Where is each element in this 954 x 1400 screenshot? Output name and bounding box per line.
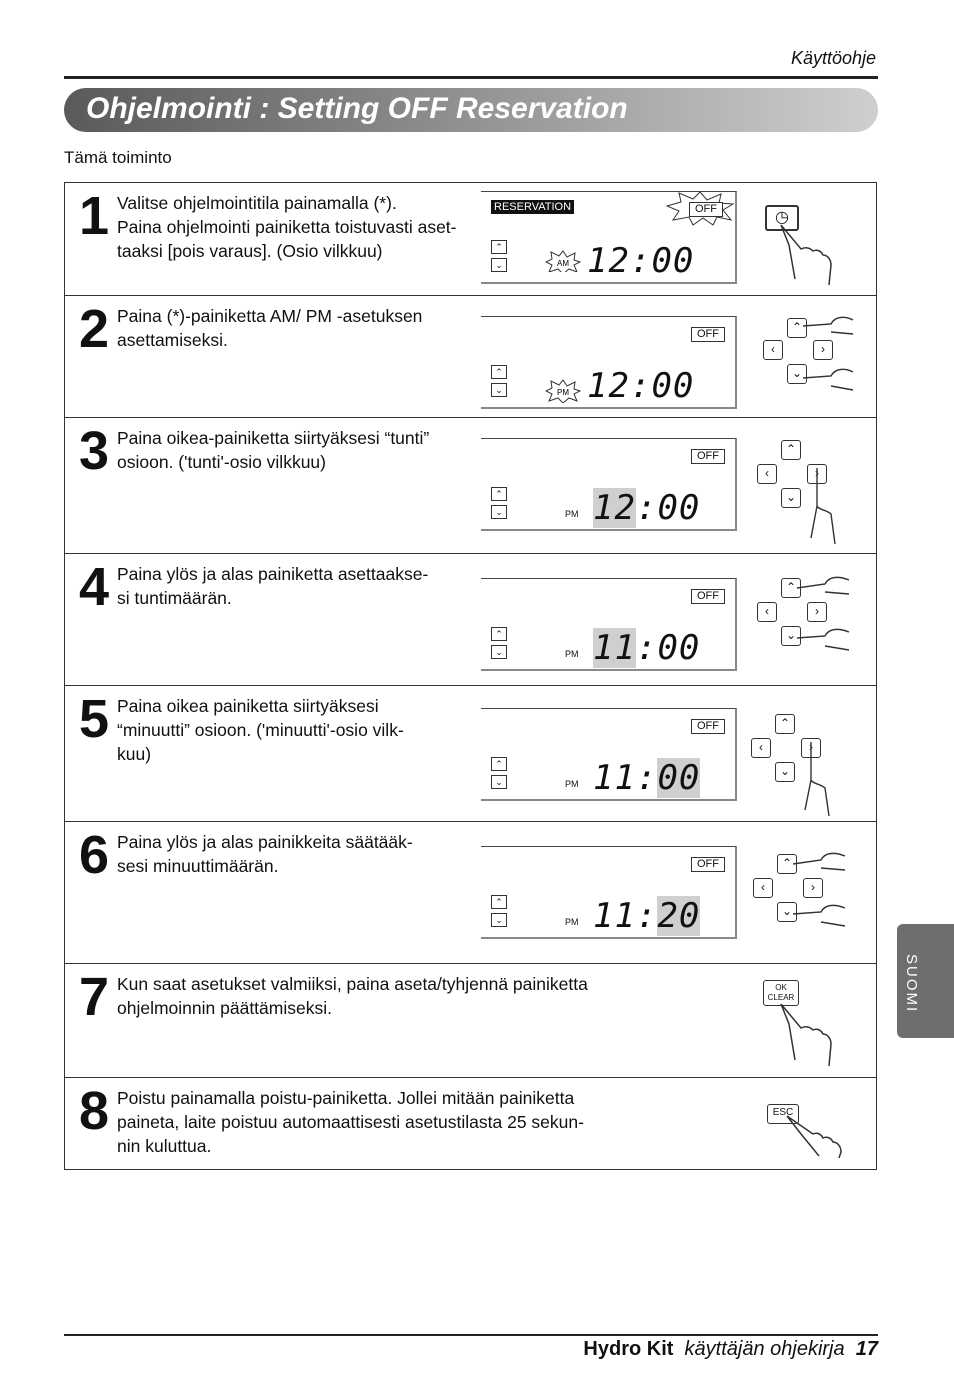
lcd-display: [475, 316, 741, 408]
time-readout: 11:20: [593, 896, 701, 936]
time-readout: 11:00: [593, 758, 701, 798]
clock-button[interactable]: ◷: [765, 205, 799, 231]
steps-table: [64, 182, 877, 1170]
step-number: 3: [79, 421, 110, 481]
off-tag: OFF: [691, 719, 725, 734]
right-button[interactable]: ›: [803, 878, 823, 898]
pointing-hand-icon: [801, 366, 857, 396]
step-text: Paina oikea-painiketta siirtyäksesi “tunti” osioon. ('tunti'-osio vilkkuu): [117, 428, 430, 472]
step-2: [65, 295, 876, 417]
pointing-hand-icon: [795, 626, 853, 656]
left-button[interactable]: ‹: [757, 602, 777, 622]
arrow-pad: [755, 436, 845, 546]
off-tag: OFF: [691, 327, 725, 342]
up-arrow-icon: ⌃: [491, 757, 507, 771]
step-text: Paina (*)-painiketta AM/ PM -asetuksen asettamiseksi.: [117, 306, 423, 350]
down-button[interactable]: ⌄: [781, 488, 801, 508]
left-button[interactable]: ‹: [757, 464, 777, 484]
page-number: 17: [855, 1338, 878, 1360]
down-button[interactable]: ⌄: [777, 902, 797, 922]
pointing-hand-icon: [777, 221, 837, 289]
svg-text:AM: AM: [557, 259, 569, 268]
step-text: Kun saat asetukset valmiiksi, paina aseta/tyhjennä painiketta ohjelmoinnin päättämiseksi.: [117, 974, 588, 1018]
am-burst-icon: [545, 250, 581, 272]
pointing-hand-icon: [791, 902, 849, 932]
lcd-display: [475, 578, 741, 670]
time-readout: 12:00: [587, 241, 695, 281]
pointing-hand-icon: [783, 1112, 845, 1160]
pointing-hand-icon: [807, 466, 843, 546]
pm-indicator: PM: [565, 917, 579, 927]
up-button[interactable]: ⌃: [781, 578, 801, 598]
up-arrow-icon: ⌃: [491, 895, 507, 909]
down-arrow-icon: ⌄: [491, 913, 507, 927]
lcd-display: [475, 708, 741, 800]
step-number: 2: [79, 299, 110, 359]
step-number: 8: [79, 1081, 110, 1141]
step-number: 6: [79, 825, 110, 885]
step-text: Paina ylös ja alas painikkeita säätääk- sesi minuuttimäärän.: [117, 832, 413, 876]
step-7: [65, 963, 876, 1077]
arrow-pad: [755, 574, 855, 664]
left-button[interactable]: ‹: [753, 878, 773, 898]
right-button[interactable]: ›: [807, 464, 827, 484]
pm-burst-icon: [545, 379, 581, 403]
time-readout: 12:00: [587, 366, 695, 406]
off-tag: OFF: [691, 589, 725, 604]
step-text: Poistu painamalla poistu-painiketta. Jollei mitään painiketta paineta, laite poistuu automaattisesti asetustilasta 25 sekun- nin kuluttua.: [117, 1088, 584, 1156]
step-6: [65, 821, 876, 963]
off-tag: OFF: [691, 449, 725, 464]
pm-indicator: PM: [565, 649, 579, 659]
up-arrow-icon: ⌃: [491, 240, 507, 254]
up-arrow-icon: ⌃: [491, 627, 507, 641]
lcd-display: [475, 438, 741, 530]
up-button[interactable]: ⌃: [777, 854, 797, 874]
footer-rule: [64, 1334, 878, 1336]
step-1: [65, 183, 876, 295]
right-button[interactable]: ›: [801, 738, 821, 758]
arrow-pad: [751, 850, 851, 940]
up-button[interactable]: ⌃: [787, 318, 807, 338]
step-text: Valitse ohjelmointitila painamalla (*). Paina ohjelmointi painiketta toistuvasti aset- taaksi [pois varaus]. (Osio vilkkuu): [117, 193, 457, 261]
down-arrow-icon: ⌄: [491, 383, 507, 397]
off-tag: OFF: [691, 857, 725, 872]
step-8: [65, 1077, 876, 1169]
footer: [583, 1338, 878, 1361]
up-arrow-icon: ⌃: [491, 487, 507, 501]
section-title: Ohjelmointi : Setting OFF Reservation: [86, 92, 628, 125]
lcd-display: [475, 191, 741, 283]
svg-text:PM: PM: [557, 388, 569, 397]
esc-button[interactable]: ESC: [767, 1104, 799, 1124]
arrow-pad: [761, 314, 861, 404]
left-button[interactable]: ‹: [763, 340, 783, 360]
language-tab-label: SUOMI: [903, 954, 920, 1014]
down-arrow-icon: ⌄: [491, 645, 507, 659]
up-button[interactable]: ⌃: [775, 714, 795, 734]
down-button[interactable]: ⌄: [781, 626, 801, 646]
time-readout: 11:00: [593, 628, 701, 668]
header-rule: [64, 76, 878, 79]
down-button[interactable]: ⌄: [775, 762, 795, 782]
pointing-hand-icon: [795, 574, 853, 600]
step-number: 7: [79, 967, 110, 1027]
up-arrow-icon: ⌃: [491, 365, 507, 379]
step-3: [65, 417, 876, 553]
section-title-bar: [64, 88, 878, 132]
intro-text: Tämä toiminto: [64, 148, 172, 167]
off-tag: OFF: [689, 202, 723, 217]
pointing-hand-icon: [791, 850, 849, 876]
time-readout: 12:00: [593, 488, 701, 528]
right-button[interactable]: ›: [807, 602, 827, 622]
pointing-hand-icon: [801, 314, 857, 340]
pointing-hand-icon: [801, 740, 837, 818]
left-button[interactable]: ‹: [751, 738, 771, 758]
step-5: [65, 685, 876, 821]
down-arrow-icon: ⌄: [491, 505, 507, 519]
step-number: 5: [79, 689, 110, 749]
lcd-display: [475, 846, 741, 938]
footer-brand: Hydro Kit: [583, 1338, 674, 1360]
arrow-pad: [749, 710, 839, 820]
step-text: Paina oikea painiketta siirtyäksesi “minuutti” osioon. ('minuutti'-osio vilk- kuu): [117, 696, 404, 764]
step-number: 1: [79, 186, 110, 246]
down-button[interactable]: ⌄: [787, 364, 807, 384]
up-button[interactable]: ⌃: [781, 440, 801, 460]
footer-subtitle: käyttäjän ohjekirja: [684, 1338, 845, 1360]
step-number: 4: [79, 557, 110, 617]
step-4: [65, 553, 876, 685]
ok-clear-button[interactable]: OK CLEAR: [763, 980, 799, 1006]
language-tab: [897, 924, 954, 1038]
step-text: Paina ylös ja alas painiketta asettaakse- si tuntimäärän.: [117, 564, 429, 608]
pointing-hand-icon: [777, 1000, 837, 1070]
down-arrow-icon: ⌄: [491, 775, 507, 789]
header-label: Käyttöohje: [790, 48, 876, 68]
right-button[interactable]: ›: [813, 340, 833, 360]
down-arrow-icon: ⌄: [491, 258, 507, 272]
pm-indicator: PM: [565, 779, 579, 789]
reservation-label: RESERVATION: [491, 200, 574, 214]
pm-indicator: PM: [565, 509, 579, 519]
